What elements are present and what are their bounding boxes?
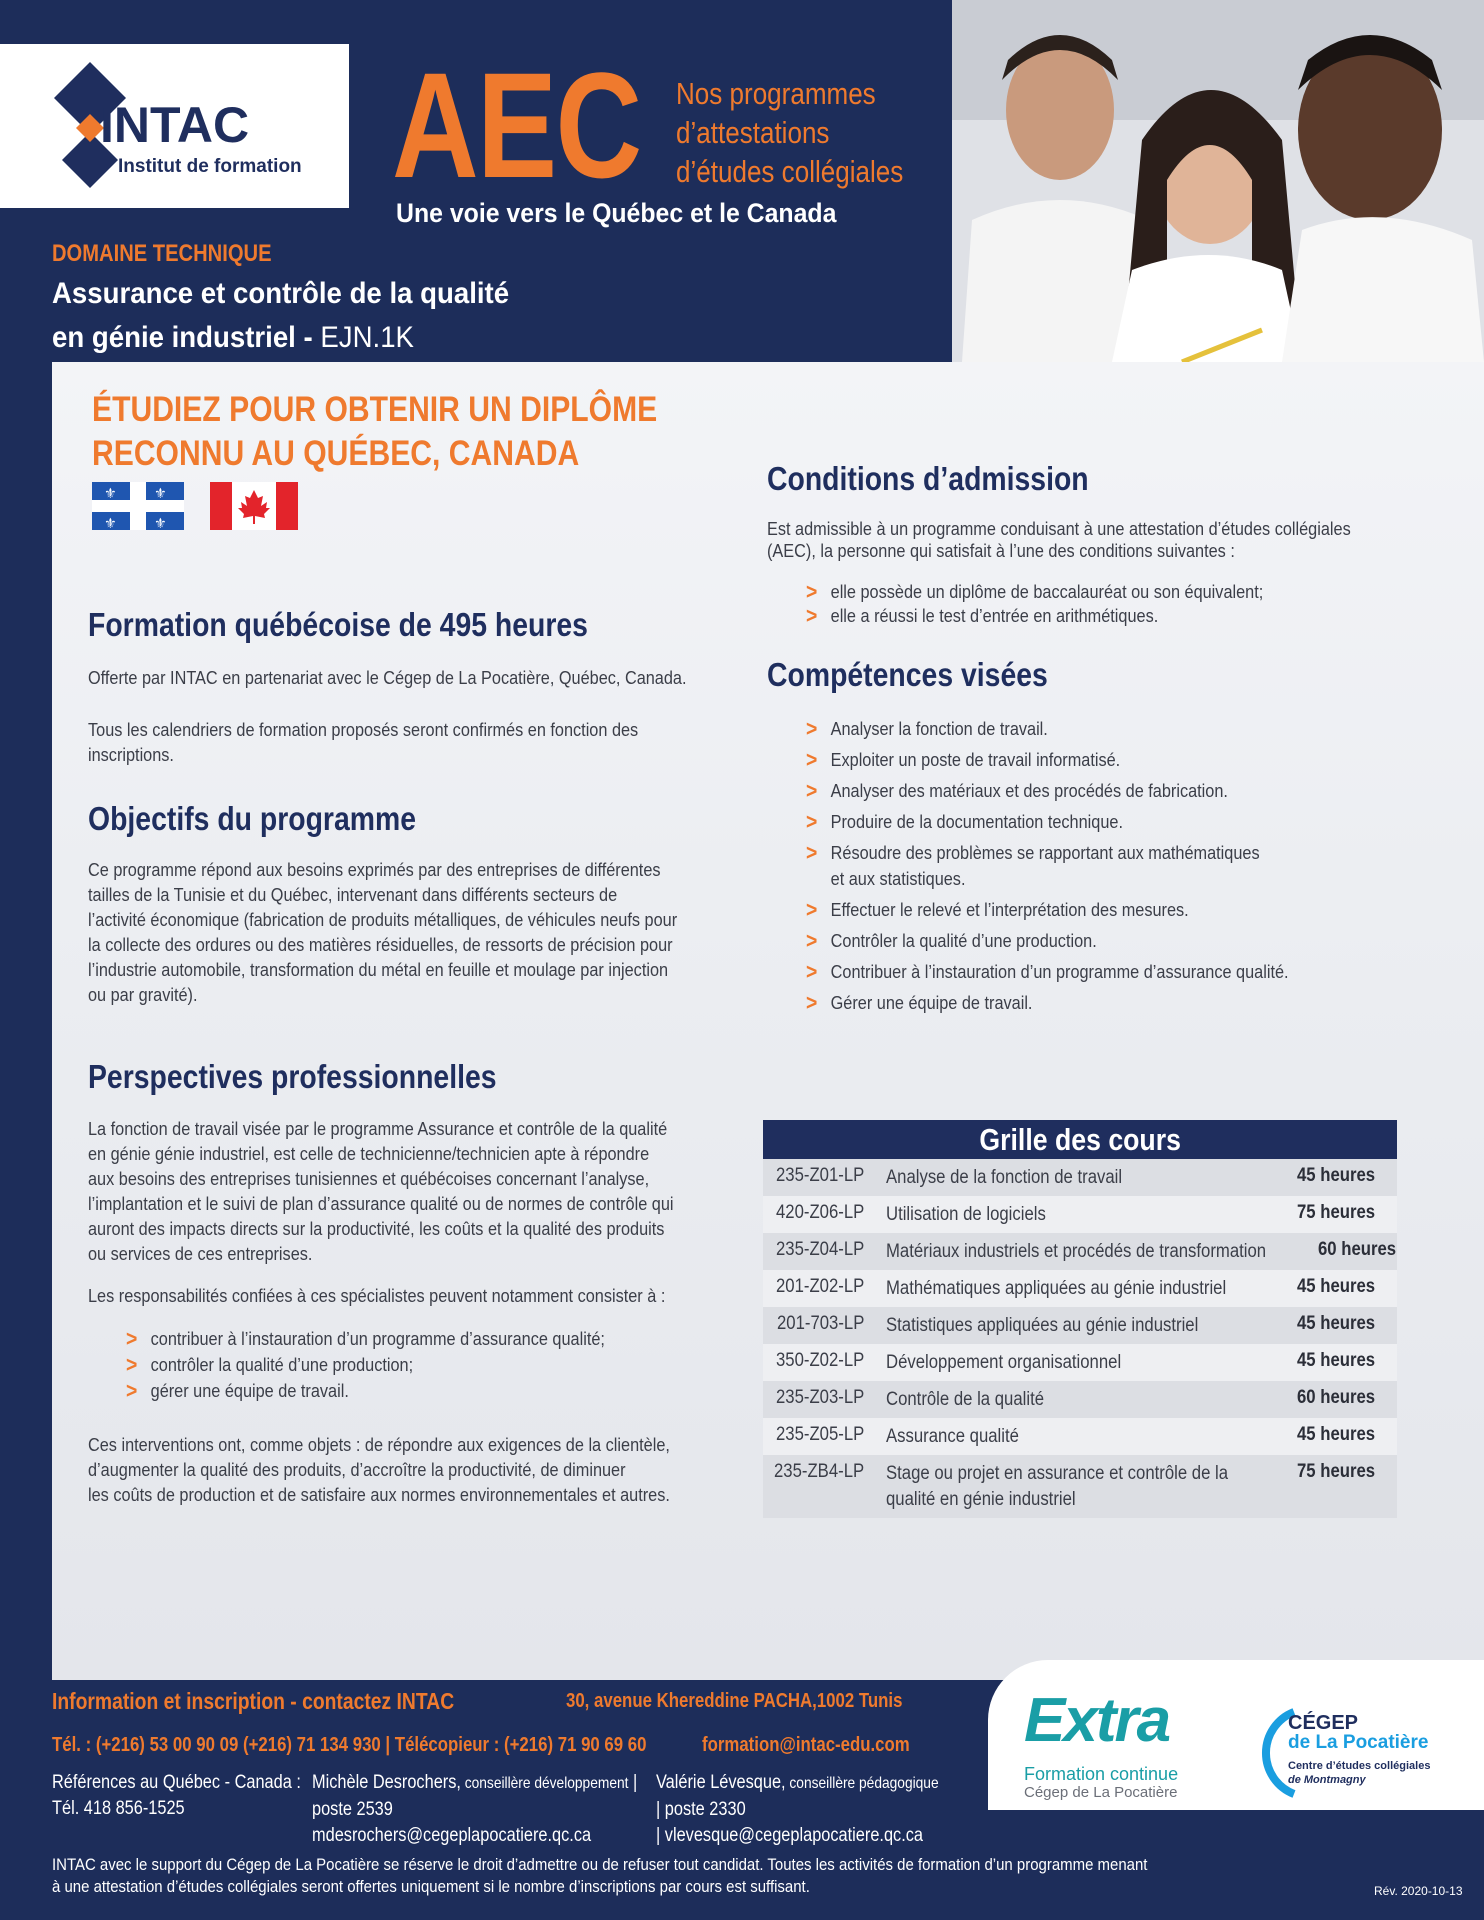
competences-heading: Compétences visées <box>767 656 1048 693</box>
perspectives-text <box>88 1116 674 1308</box>
intac-logo-mark <box>0 44 349 208</box>
intac-logo <box>0 44 349 208</box>
formation-paragraph: Tous les calendriers de formation proposés seront confirmés en fonction des <box>88 719 639 740</box>
footer-references <box>52 1770 301 1822</box>
list-item: > gérer une équipe de travail. <box>126 1378 349 1403</box>
list-item: > Analyser la fonction de travail. <box>806 716 1048 741</box>
headline-line: RECONNU AU QUÉBEC, CANADA <box>92 434 580 473</box>
contact-desrochers: Michèle Desrochers, conseillère développement | poste 2539 mdesrochers@cegeplapocatiere.qc.ca <box>312 1770 637 1849</box>
contact-role: conseillère développement <box>460 1775 629 1792</box>
text-line: Les responsabilités confiées à ces spécialistes peuvent notamment consister à : <box>88 1285 666 1306</box>
svg-text:⚜: ⚜ <box>154 486 167 502</box>
aec-subtitle <box>676 74 903 191</box>
table-row: 235-Z01-LP Analyse de la fonction de travail 45 heures <box>763 1159 1397 1196</box>
contact-name: Valérie Lévesque, <box>656 1772 786 1793</box>
formation-text <box>88 665 686 767</box>
text-line: (AEC), la personne qui satisfait à l’une des conditions suivantes : <box>767 540 1235 561</box>
contact-email[interactable]: mdesrochers@cegeplapocatiere.qc.ca <box>312 1825 592 1846</box>
ref-tel: Tél. 418 856-1525 <box>52 1798 185 1819</box>
text-line: Ce programme répond aux besoins exprimés par des entreprises de différentes <box>88 859 661 880</box>
partner-logos <box>988 1660 1484 1810</box>
extra-sub1: Formation continue <box>1024 1764 1179 1784</box>
objectifs-text <box>88 857 677 1007</box>
program-title-line1: Assurance et contrôle de la qualité <box>52 277 510 310</box>
text-line: La fonction de travail visée par le programme Assurance et contrôle de la qualité <box>88 1118 668 1139</box>
headline <box>92 388 657 476</box>
text-line: en génie génie industriel, est celle de technicienne/technicien apte à répondre <box>88 1143 650 1164</box>
formation-paragraph: Offerte par INTAC en partenariat avec le Cégep de La Pocatière, Québec, Canada. <box>88 667 687 688</box>
disclaimer <box>52 1854 1147 1898</box>
chevron-right-icon: > <box>806 716 818 741</box>
chevron-right-icon: > <box>806 778 818 803</box>
svg-text:⚜: ⚜ <box>104 516 117 530</box>
text-line: auront des impacts directs sur la productivité, les coûts et la qualité des produits <box>88 1218 665 1239</box>
table-row: 350-Z02-LP Développement organisationnel 45 heures <box>763 1344 1397 1381</box>
perspectives-heading: Perspectives professionnelles <box>88 1058 497 1095</box>
table-row: 235-Z03-LP Contrôle de la qualité 60 heures <box>763 1381 1397 1418</box>
formation-paragraph: inscriptions. <box>88 744 174 765</box>
text-line: l’industrie automobile, transformation du métal en feuille et moulage par injection <box>88 959 669 980</box>
text-line: la collecte des ordures ou des matières résiduelles, de ressorts de précision pour <box>88 934 673 955</box>
list-item: > Contrôler la qualité d’une production. <box>806 928 1097 953</box>
text-line: aux besoins des entreprises tunisiennes et québécoises concernant l’analyse, <box>88 1168 650 1189</box>
text-line: l’activité économique (fabrication de produits métalliques, de véhicules neufs pour <box>88 909 678 930</box>
list-item: > contribuer à l’instauration d’un programme d’assurance qualité; <box>126 1326 605 1351</box>
chevron-right-icon: > <box>806 840 818 865</box>
table-row: 201-Z02-LP Mathématiques appliquées au génie industriel 45 heures <box>763 1270 1397 1307</box>
list-item: > Analyser des matériaux et des procédés de fabrication. <box>806 778 1228 803</box>
cegep-logo-name: de La Pocatière <box>1288 1732 1429 1753</box>
ref-label: Références au Québec - Canada : <box>52 1772 301 1793</box>
program-title-text: en génie industriel - <box>52 321 321 354</box>
revision-date: Rév. 2020-10-13 <box>1374 1884 1463 1898</box>
disclaimer-line: INTAC avec le support du Cégep de La Pocatière se réserve le droit d’admettre ou de refuser tout candidat. Toutes les activités de formation d’un programme menant <box>52 1855 1148 1874</box>
chevron-right-icon: > <box>126 1326 138 1351</box>
text-line: tailles de la Tunisie et du Québec, intervenant dans différents secteurs de <box>88 884 618 905</box>
aec-subtitle-line: d’études collégiales <box>676 154 904 189</box>
table-row: 201-703-LP Statistiques appliquées au génie industriel 45 heures <box>763 1307 1397 1344</box>
domaine-label: DOMAINE TECHNIQUE <box>52 240 272 267</box>
perspectives-conclusion <box>88 1432 670 1507</box>
contact-name: Michèle Desrochers, <box>312 1772 461 1793</box>
list-item: > elle possède un diplôme de baccalauréat ou son équivalent; <box>806 579 1264 604</box>
text-line: Est admissible à un programme conduisant à une attestation d’études collégiales <box>767 518 1351 539</box>
svg-text:INTAC: INTAC <box>100 97 250 153</box>
table-row: 235-Z05-LP Assurance qualité 45 heures <box>763 1418 1397 1455</box>
footer-phones: Tél. : (+216) 53 00 90 09 (+216) 71 134 930 | Télécopieur : (+216) 71 90 69 60 <box>52 1734 647 1756</box>
aec-subtitle-line: Nos programmes <box>676 76 876 111</box>
footer-address: 30, avenue Khereddine PACHA,1002 Tunis <box>566 1690 903 1712</box>
logo-tagline: Institut de formation <box>118 156 302 177</box>
list-item: > Produire de la documentation technique. <box>806 809 1123 834</box>
contact-role: conseillère pédagogique <box>785 1775 939 1792</box>
table-row: 235-ZB4-LP Stage ou projet en assurance et contrôle de la qualité en génie industriel 75 heures <box>763 1455 1397 1518</box>
program-title-line2 <box>52 316 509 360</box>
list-item: > Effectuer le relevé et l’interprétation des mesures. <box>806 897 1189 922</box>
list-item: > Exploiter un poste de travail informatisé. <box>806 747 1121 772</box>
objectifs-heading: Objectifs du programme <box>88 800 417 837</box>
responsabilites-list <box>126 1326 605 1404</box>
list-item: > contrôler la qualité d’une production; <box>126 1352 414 1377</box>
contact-poste: poste 2539 <box>312 1799 393 1820</box>
course-grid-header: Grille des cours <box>763 1120 1397 1159</box>
quebec-flag-icon <box>92 482 184 530</box>
text-line: les coûts de production et de satisfaire aux normes environnementales et autres. <box>88 1484 670 1505</box>
text-line: ou services de ces entreprises. <box>88 1243 313 1264</box>
conditions-heading: Conditions d’admission <box>767 460 1089 497</box>
aec-title: AEC <box>392 41 641 209</box>
footer-info-title: Information et inscription - contactez INTAC <box>52 1688 455 1714</box>
headline-line: ÉTUDIEZ POUR OBTENIR UN DIPLÔME <box>92 390 658 429</box>
contact-email[interactable]: | vlevesque@cegeplapocatiere.qc.ca <box>656 1825 924 1846</box>
list-item: > Résoudre des problèmes se rapportant aux mathématiques et aux statistiques. <box>806 840 1260 889</box>
extra-sub2: Cégep de La Pocatière <box>1024 1784 1178 1801</box>
chevron-right-icon: > <box>806 990 818 1015</box>
extra-logo: Extra <box>1024 1686 1170 1755</box>
program-title <box>52 272 509 360</box>
chevron-right-icon: > <box>806 928 818 953</box>
conditions-text <box>767 518 1351 562</box>
list-item: > Gérer une équipe de travail. <box>806 990 1033 1015</box>
svg-text:⚜: ⚜ <box>104 486 117 502</box>
chevron-right-icon: > <box>806 809 818 834</box>
course-grid-body <box>763 1159 1397 1518</box>
text-line: Ces interventions ont, comme objets : de répondre aux exigences de la clientèle, <box>88 1434 670 1455</box>
program-code: EJN.1K <box>320 321 414 354</box>
chevron-right-icon: > <box>806 603 818 628</box>
chevron-right-icon: > <box>806 747 818 772</box>
tagline: Une voie vers le Québec et le Canada <box>396 198 837 228</box>
list-item: > elle a réussi le test d’entrée en arithmétiques. <box>806 603 1159 628</box>
students-photo <box>952 0 1484 362</box>
table-row: 420-Z06-LP Utilisation de logiciels 75 heures <box>763 1196 1397 1233</box>
contact-levesque <box>656 1770 939 1849</box>
text-line: l’implantation et le suivi de plan d’assurance qualité ou de normes de contrôle qui <box>88 1193 674 1214</box>
cegep-logo-title: CÉGEP <box>1288 1712 1359 1734</box>
disclaimer-line: à une attestation d’études collégiales seront offertes uniquement si le nombre d’inscriptions par cours est suffisant. <box>52 1877 810 1896</box>
formation-heading: Formation québécoise de 495 heures <box>88 606 588 643</box>
table-row: 235-Z04-LP Matériaux industriels et procédés de transformation 60 heures <box>763 1233 1397 1270</box>
chevron-right-icon: > <box>126 1352 138 1377</box>
list-item: > Contribuer à l’instauration d’un programme d’assurance qualité. <box>806 959 1289 984</box>
canada-flag-icon <box>210 482 298 530</box>
text-line: ou par gravité). <box>88 984 198 1005</box>
conditions-list <box>806 580 1263 628</box>
aec-subtitle-line: d’attestations <box>676 115 830 150</box>
footer-email[interactable]: formation@intac-edu.com <box>702 1734 910 1756</box>
chevron-right-icon: > <box>126 1378 138 1403</box>
text-line: d’augmenter la qualité des produits, d’accroître la productivité, de diminuer <box>88 1459 626 1480</box>
cegep-logo-sub2: de Montmagny <box>1288 1774 1366 1786</box>
cegep-logo-sub: Centre d’études collégiales <box>1288 1760 1431 1772</box>
course-grid <box>763 1120 1397 1518</box>
chevron-right-icon: > <box>806 959 818 984</box>
competences-list <box>806 716 1289 1021</box>
chevron-right-icon: > <box>806 897 818 922</box>
svg-text:⚜: ⚜ <box>154 516 167 530</box>
chevron-right-icon: > <box>806 579 818 604</box>
contact-poste: | poste 2330 <box>656 1799 746 1820</box>
